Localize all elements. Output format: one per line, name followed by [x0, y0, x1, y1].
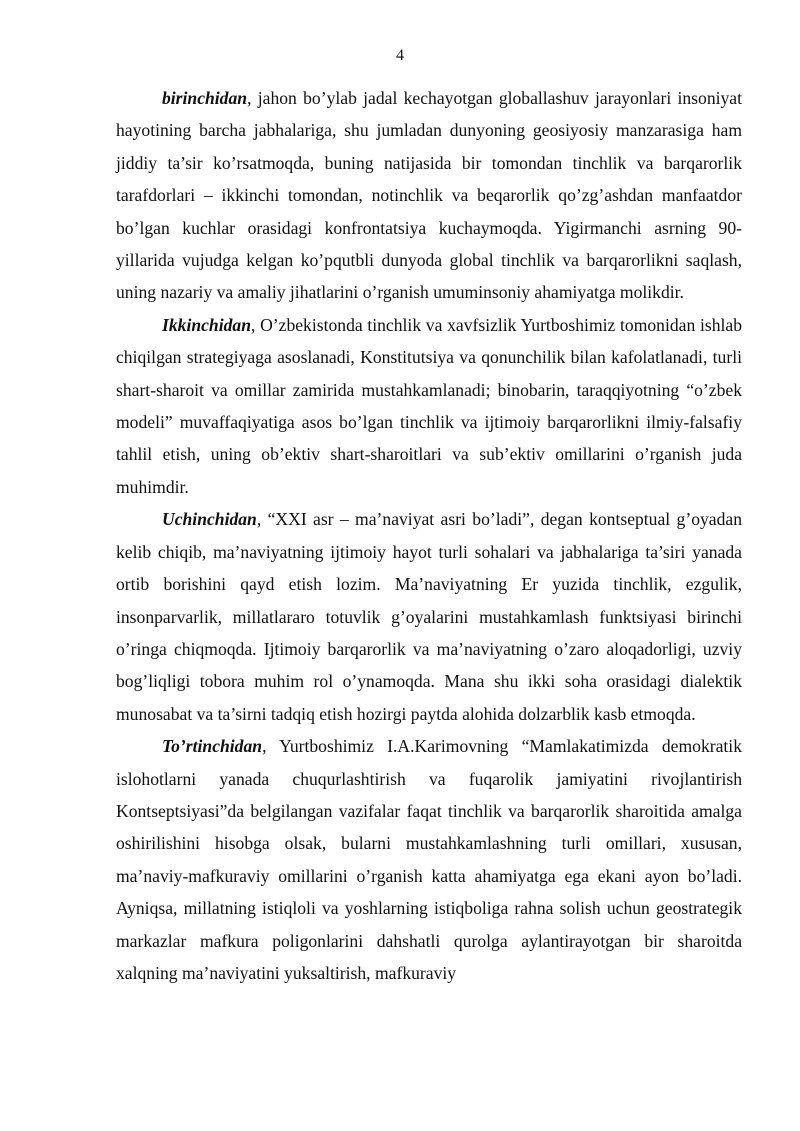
paragraph-text: , “XXI asr – ma’naviyat asri bo’ladi”, degan kontseptual g’oyadan kelib chiqib, ma’naviyatning ijtimoiy hayot turli sohalari va jabhalariga ta’siri yanada ortib borishini qayd etish lozim. Ma’naviyatning Er yuzida tinchlik, ezgulik, insonparvarlik, millatlararo totuvlik g’oyalarini mustahkamlash funktsiyasi birinchi o’ringa chiqmoqda. Ijtimoiy barqarorlik va ma’naviyatning o’zaro aloqadorligi, uzviy bog’liqligi tobora muhim rol o’ynamoqda. Mana shu ikki soha orasidagi dialektik munosabat va ta’sirni tadqiq etish hozirgi paytda alohida dolzarblik kasb etmoqda.: [116, 509, 742, 724]
paragraph-lead-word: Uchinchidan: [162, 509, 257, 530]
paragraph-third: [116, 503, 742, 730]
paragraph-text: , Yurtboshimiz I.A.Karimovning “Mamlakatimizda demokratik islohotlarni yanada chuqurlashtirish va fuqarolik jamiyatini rivojlantirish Kontseptsiyasi”da belgilangan vazifalar faqat tinchlik va barqarorlik sharoitida amalga oshirilishini hisobga olsak, bularni mustahkamlashning turli omillari, xususan, ma’naviy-mafkuraviy omillarini o’rganish katta ahamiyatga ega ekani ayon bo’ladi. Ayniqsa, millatning istiqloli va yoshlarning istiqboliga rahna solish uchun geostrategik markazlar mafkura poligonlarini dahshatli qurolga aylantirayotgan bir sharoitda xalqning ma’naviyatini yuksaltirish, mafkuraviy: [116, 736, 742, 983]
body-text: [116, 82, 742, 989]
paragraph-fourth: [116, 730, 742, 989]
paragraph-text: , jahon bo’ylab jadal kechayotgan globallashuv jarayonlari insoniyat hayotining barcha jabhalariga, shu jumladan dunyoning geosiyosiy manzarasiga ham jiddiy ta’sir ko’rsatmoqda, buning natijasida bir tomondan tinchlik va barqarorlik tarafdorlari – ikkinchi tomondan, notinchlik va beqarorlik qo’zg’ashdan manfaatdor bo’lgan kuchlar orasidagi konfrontatsiya kuchaymoqda. Yigirmanchi asrning 90-yillarida vujudga kelgan ko’pqutbli dunyoda global tinchlik va barqarorlikni saqlash, uning nazariy va amaliy jihatlarini o’rganish umuminsoniy ahamiyatga molikdir.: [116, 88, 742, 303]
paragraph-lead-word: Ikkinchidan: [162, 314, 251, 335]
paragraph-text: , O’zbekistonda tinchlik va xavfsizlik Yurtboshimiz tomonidan ishlab chiqilgan strategiyaga asoslanadi, Konstitutsiya va qonunchilik bilan kafolatlanadi, turli shart-sharoit va omillar zamirida mustahkamlanadi; binobarin, taraqqiyotning “o’zbek modeli” muvaffaqiyatiga asos bo’lgan tinchlik va ijtimoiy barqarorlikni ilmiy-falsafiy tahlil etish, uning ob’ektiv shart-sharoitlari va sub’ektiv omillarini o’rganish juda muhimdir.: [116, 314, 742, 497]
paragraph-first: [116, 82, 742, 309]
paragraph-lead-word: To’rtinchidan: [162, 736, 263, 757]
paragraph-lead-word: birinchidan: [162, 88, 248, 108]
paragraph-second: [116, 309, 742, 503]
page-number: 4: [396, 47, 404, 64]
